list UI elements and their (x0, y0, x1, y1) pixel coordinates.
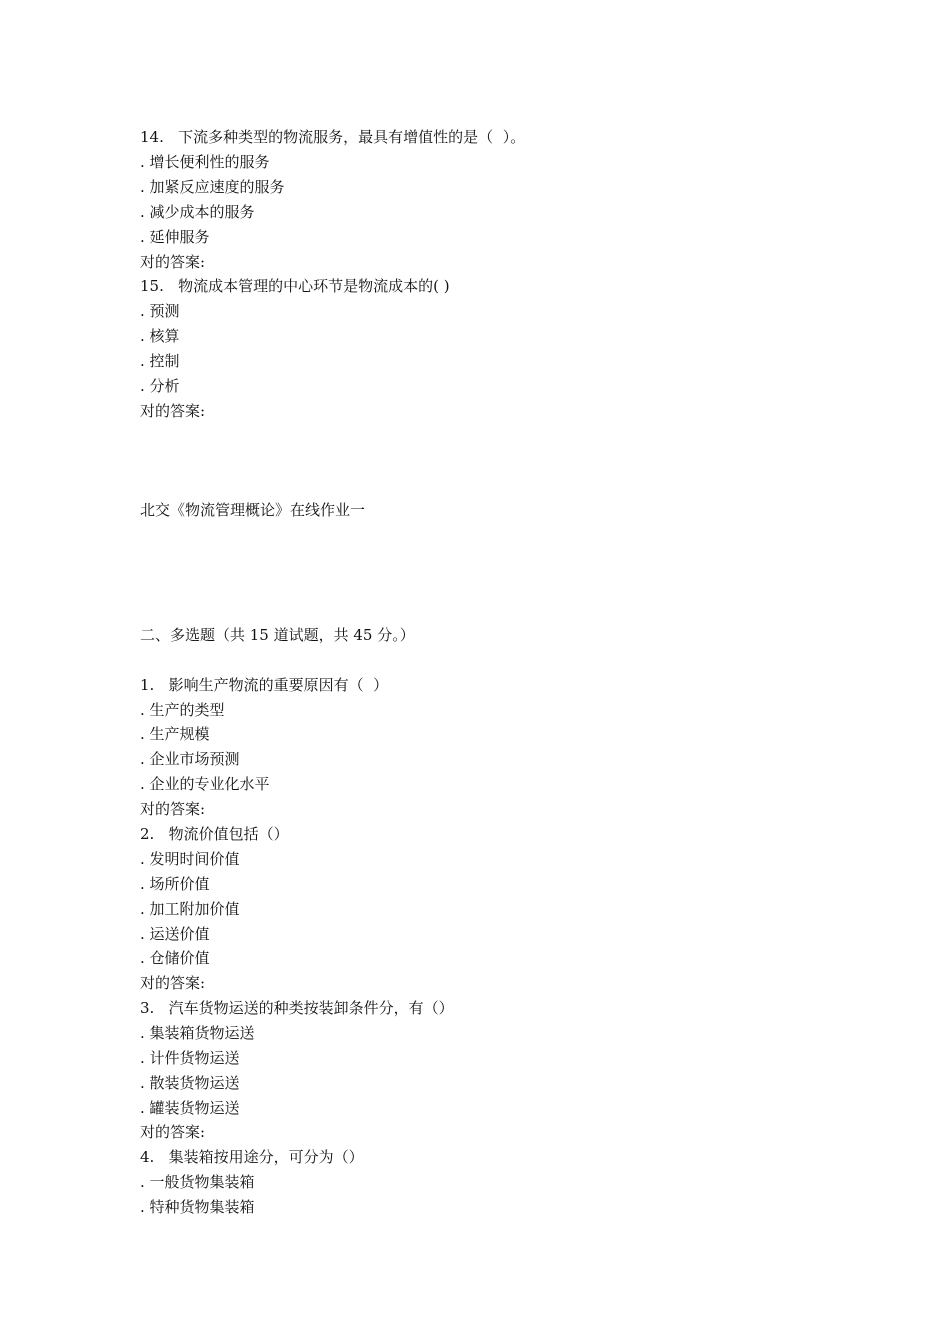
option-line: . 特种货物集装箱 (140, 1198, 255, 1216)
option-line: . 增长便利性的服务 (140, 153, 270, 171)
section-heading: 北交《物流管理概论》在线作业一 (140, 501, 366, 519)
multi-choice-header: 二、多选题（共 15 道试题，共 45 分。） (140, 626, 415, 644)
option-line: . 延伸服务 (140, 228, 210, 246)
answer-label: 对的答案: (140, 253, 206, 271)
option-line: . 运送价值 (140, 925, 210, 943)
option-line: . 加工附加价值 (140, 900, 240, 918)
option-line: . 预测 (140, 302, 180, 320)
option-line: . 罐装货物运送 (140, 1099, 240, 1117)
option-line: . 企业的专业化水平 (140, 775, 270, 793)
option-line: . 加紧反应速度的服务 (140, 178, 285, 196)
question-1-title: 1. 影响生产物流的重要原因有（ ） (140, 676, 389, 694)
question-4-title: 4. 集装箱按用途分，可分为（） (140, 1148, 364, 1166)
option-line: . 计件货物运送 (140, 1049, 240, 1067)
question-3-title: 3. 汽车货物运送的种类按装卸条件分，有（） (140, 999, 454, 1017)
option-line: . 分析 (140, 377, 180, 395)
option-line: . 生产的类型 (140, 701, 225, 719)
question-15-title: 15. 物流成本管理的中心环节是物流成本的( ) (140, 277, 450, 295)
answer-label: 对的答案: (140, 402, 206, 420)
option-line: . 一般货物集装箱 (140, 1173, 255, 1191)
option-line: . 控制 (140, 352, 180, 370)
option-line: . 企业市场预测 (140, 750, 240, 768)
option-line: . 生产规模 (140, 725, 210, 743)
option-line: . 集装箱货物运送 (140, 1024, 255, 1042)
option-line: . 发明时间价值 (140, 850, 240, 868)
option-line: . 场所价值 (140, 875, 210, 893)
answer-label: 对的答案: (140, 974, 206, 992)
option-line: . 散装货物运送 (140, 1074, 240, 1092)
question-2-title: 2. 物流价值包括（） (140, 825, 289, 843)
option-line: . 核算 (140, 327, 180, 345)
option-line: . 仓储价值 (140, 949, 210, 967)
question-14-title: 14. 下流多种类型的物流服务，最具有增值性的是（ ）。 (140, 128, 526, 146)
answer-label: 对的答案: (140, 800, 206, 818)
option-line: . 减少成本的服务 (140, 203, 255, 221)
answer-label: 对的答案: (140, 1123, 206, 1141)
